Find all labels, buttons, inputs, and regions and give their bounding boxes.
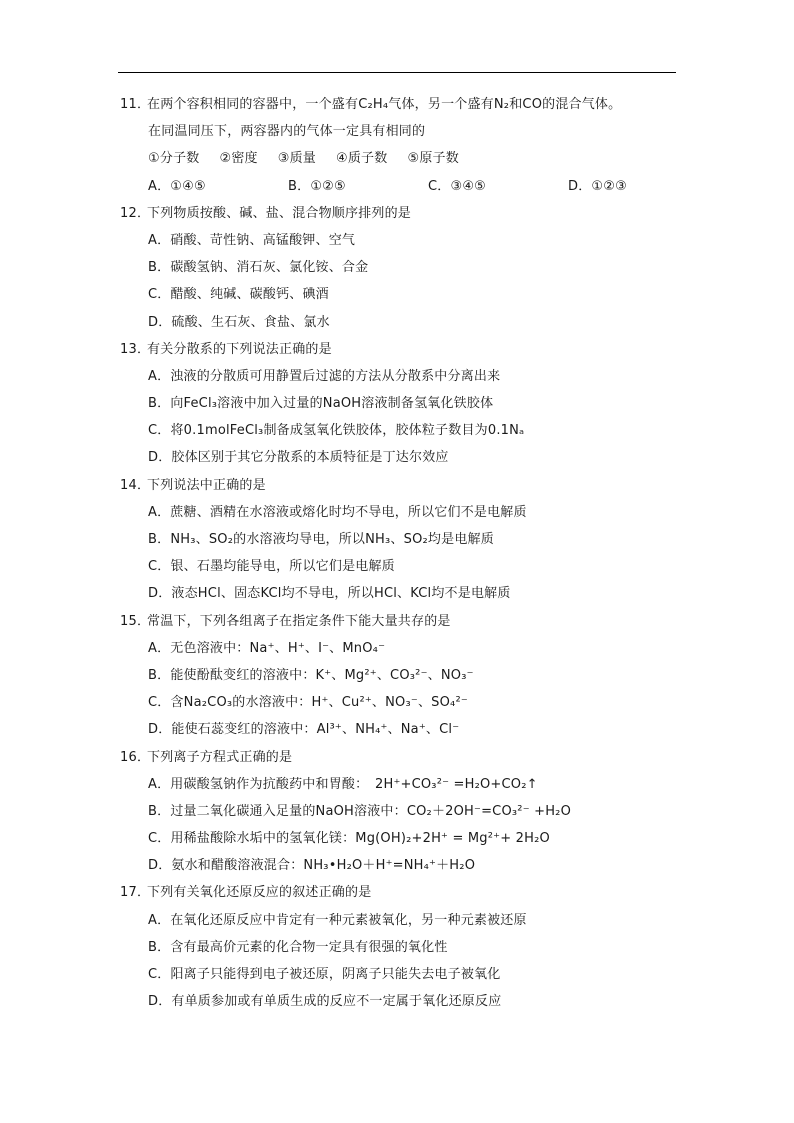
question-stem — [120, 608, 690, 635]
option-a: A．无色溶液中：Na⁺、H⁺、I⁻、MnO₄⁻ — [148, 640, 386, 656]
question-number: 15． — [120, 613, 151, 629]
option-a: A．用碳酸氢钠作为抗酸药中和胃酸： 2H⁺+CO₃²⁻ =H₂O+CO₂↑ — [148, 776, 538, 792]
question-stem — [120, 200, 690, 227]
question-text: 下列有关氧化还原反应的叙述正确的是 — [147, 885, 372, 901]
question-number: 17． — [120, 885, 151, 901]
option-c: C．阳离子只能得到电子被还原，阴离子只能失去电子被氧化 — [148, 967, 501, 982]
question-11 — [120, 91, 690, 200]
question-text: 常温下，下列各组离子在指定条件下能大量共存的是 — [147, 613, 451, 629]
question-text: 有关分散系的下列说法正确的是 — [147, 341, 332, 357]
numbered-choices — [120, 145, 690, 172]
option-c: C．将0.1molFeCl₃制备成氢氧化铁胶体，胶体粒子数目为0.1Nₐ — [148, 423, 525, 439]
choice-item: ①分子数 — [148, 151, 200, 167]
option-d: D．胶体区别于其它分散系的本质特征是丁达尔效应 — [148, 450, 449, 466]
question-13 — [120, 336, 690, 472]
question-text: 下列物质按酸、碱、盐、混合物顺序排列的是 — [147, 205, 412, 221]
option-a: A．硝酸、苛性钠、高锰酸钾、空气 — [148, 232, 356, 248]
option-d: D．氨水和醋酸溶液混合：NH₃•H₂O＋H⁺=NH₄⁺＋H₂O — [148, 858, 476, 874]
option-a: A．在氧化还原反应中肯定有一种元素被氧化，另一种元素被还原 — [148, 912, 527, 928]
option-b: B．碳酸氢钠、消石灰、氯化铵、合金 — [148, 260, 369, 276]
option-d: D．硫酸、生石灰、食盐、氯水 — [148, 314, 330, 330]
question-17 — [120, 879, 690, 1015]
question-stem-continued: 在同温同压下，两容器内的气体一定具有相同的 — [148, 124, 426, 140]
option-b: B．能使酚酞变红的溶液中：K⁺、Mg²⁺、CO₃²⁻、NO₃⁻ — [148, 667, 474, 683]
option-c: C．用稀盐酸除水垢中的氢氧化镁：Mg(OH)₂+2H⁺ = Mg²⁺+ 2H₂O — [148, 831, 550, 847]
question-12 — [120, 200, 690, 336]
question-stem — [120, 879, 690, 906]
option-d: D．液态HCl、固态KCl均不导电，所以HCl、KCl均不是电解质 — [148, 586, 511, 602]
choice-item: ④质子数 — [336, 151, 388, 167]
question-stem — [120, 336, 690, 363]
choice-item: ②密度 — [219, 151, 258, 167]
header-rule — [118, 72, 676, 73]
question-16 — [120, 744, 690, 880]
question-stem — [120, 91, 690, 118]
question-stem — [120, 744, 690, 771]
question-text: 下列离子方程式正确的是 — [147, 749, 293, 765]
option-c: C．银、石墨均能导电，所以它们是电解质 — [148, 559, 395, 575]
option-d: D．能使石蕊变红的溶液中：Al³⁺、NH₄⁺、Na⁺、Cl⁻ — [148, 722, 460, 738]
choice-item: ③质量 — [277, 151, 316, 167]
option-c: C．醋酸、纯碱、碳酸钙、碘酒 — [148, 287, 329, 303]
choice-item: ⑤原子数 — [407, 151, 459, 167]
option-a: A．蔗糖、酒精在水溶液或熔化时均不导电，所以它们不是电解质 — [148, 504, 527, 520]
option-a: A．浊液的分散质可用静置后过滤的方法从分散系中分离出来 — [148, 368, 501, 384]
question-14 — [120, 472, 690, 608]
question-number: 11． — [120, 97, 151, 112]
option-a: A．①④⑤ — [148, 178, 206, 194]
question-list — [120, 91, 690, 1015]
option-b: B．向FeCl₃溶液中加入过量的NaOH溶液制备氢氧化铁胶体 — [148, 396, 494, 412]
question-stem — [120, 472, 690, 499]
option-b: B．过量二氧化碳通入足量的NaOH溶液中：CO₂＋2OH⁻=CO₃²⁻ +H₂O — [148, 803, 572, 819]
option-b: B．①②⑤ — [288, 178, 346, 194]
question-text: 下列说法中正确的是 — [147, 477, 266, 493]
question-number: 13． — [120, 341, 151, 357]
option-d: D．有单质参加或有单质生成的反应不一定属于氧化还原反应 — [148, 994, 502, 1010]
option-b: B．含有最高价元素的化合物一定具有很强的氧化性 — [148, 939, 448, 955]
question-number: 16． — [120, 749, 151, 765]
option-c: C．③④⑤ — [428, 178, 487, 194]
question-15 — [120, 608, 690, 744]
question-text: 在两个容积相同的容器中，一个盛有C₂H₄气体，另一个盛有N₂和CO的混合气体。 — [147, 97, 622, 112]
question-number: 12． — [120, 205, 151, 221]
option-c: C．含Na₂CO₃的水溶液中：H⁺、Cu²⁺、NO₃⁻、SO₄²⁻ — [148, 695, 468, 711]
option-b: B．NH₃、SO₂的水溶液均导电，所以NH₃、SO₂均是电解质 — [148, 532, 494, 547]
option-d: D．①②③ — [568, 178, 627, 194]
question-number: 14． — [120, 477, 151, 493]
answer-options — [120, 173, 690, 200]
